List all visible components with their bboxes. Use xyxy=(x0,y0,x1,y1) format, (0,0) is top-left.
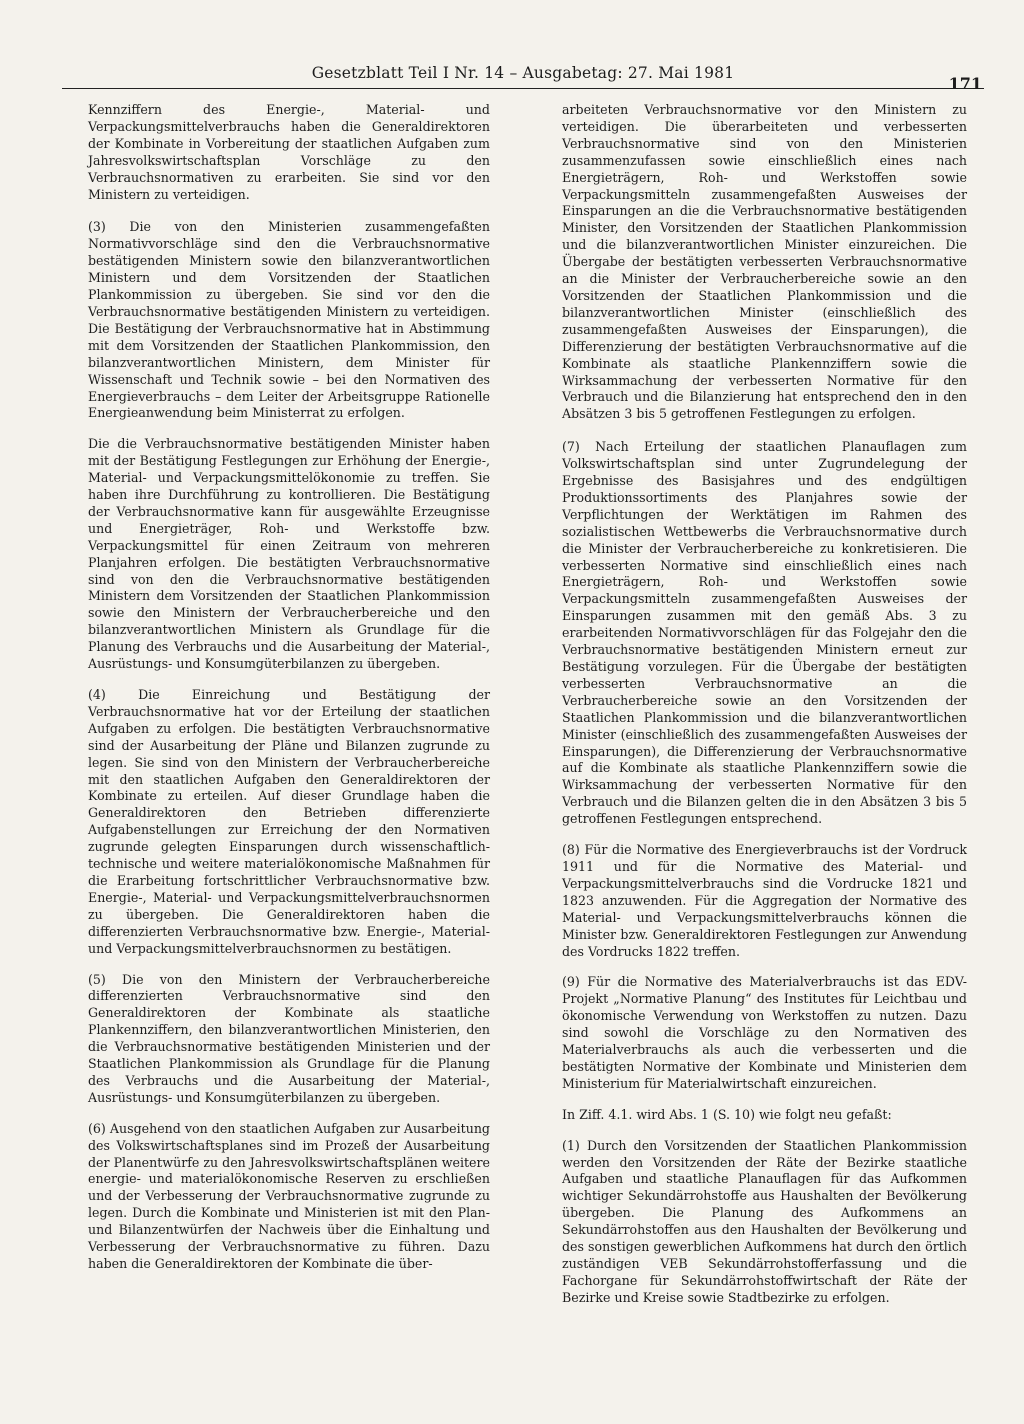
paragraph-7: (7) Nach Erteilung der staatlichen Planauflagen zum Volkswirtschaftsplan sind unter Zugrundelegung der Ergebnisse des Basisjahres und des endgültigen Produktionssortiments des Planjahres sowie der Verpflichtungen der Werktätigen im Rahmen des sozialistischen Wettbewerbs die Verbrauchsnormative durch die Minister der Verbraucherbereiche zu konkretisieren. Die verbesserten Normative sind einschließlich eines nach Energieträgern, Roh- und Werkstoffen sowie Verpackungsmitteln zusammengefaßten Ausweises der Einsparungen zusammen mit den gemäß Abs. 3 zu erarbeitenden Normativvorschlägen für das Folgejahr den die Verbrauchsnormative bestätigenden Ministern erneut zur Bestätigung vorzulegen. Für die Übergabe der bestätigten verbesserten Verbrauchsnormative an die Verbraucherbereiche sowie an den Vorsitzenden der Staatlichen Plankommission und die bilanzverantwortlichen Minister (einschließlich des zusammengefaßten Ausweises der Einsparungen), die Differenzierung der Verbrauchsnormative auf die Kombinate als staatliche Plankennziffern sowie die Wirksammachung der verbesserten Normative für den Verbrauch und die Bilanzen gelten die in den Absätzen 3 bis 5 getroffenen Festlegungen entsprechend. xyxy=(562,439,967,827)
right-column xyxy=(562,102,967,1321)
paragraph-3: (3) Die von den Ministerien zusammengefaßten Normativvorschläge sind den die Verbrauchsnormative bestätigenden Ministern sowie den bilanzverantwortlichen Ministern und dem Vorsitzenden der Staatlichen Plankommission zu übergeben. Sie sind vor den die Verbrauchsnormative bestätigenden Ministern zu verteidigen. Die Bestätigung der Verbrauchsnormative hat in Abstimmung mit dem Vorsitzenden der Staatlichen Plankommission, den bilanzverantwortlichen Ministern, dem Minister für Wissenschaft und Technik sowie – bei den Normativen des Energieverbrauchs – dem Leiter der Arbeitsgruppe Rationelle Energieanwendung beim Ministerrat zu erfolgen. xyxy=(88,219,490,421)
left-column xyxy=(88,102,490,1287)
paragraph-continuation: Kennziffern des Energie-, Material- und Verpackungsmittelverbrauchs haben die Generaldirektoren der Kombinate in Vorbereitung der staatlichen Aufgaben zum Jahresvolkswirtschaftsplan Vorschläge zu den Verbrauchsnormativen zu erarbeiten. Sie sind vor den Ministern zu verteidigen. xyxy=(88,102,490,202)
paragraph-4: (4) Die Einreichung und Bestätigung der Verbrauchsnormative hat vor der Erteilung der staatlichen Aufgaben zu erfolgen. Die bestätigten Verbrauchsnormative sind der Ausarbeitung der Pläne und Bilanzen zugrunde zu legen. Sie sind von den Ministern der Verbraucherbereiche mit den staatlichen Aufgaben den Generaldirektoren der Kombinate zu erteilen. Auf dieser Grundlage haben die Generaldirektoren den Betrieben differenzierte Aufgabenstellungen zur Erreichung der den Normativen zugrunde gelegten Einsparungen durch wissenschaftlich-technische und weitere materialökonomische Maßnahmen für die Erarbeitung fortschrittlicher Verbrauchsnormative bzw. Energie-, Material- und Verpackungsmittelverbrauchsnormen zu übergeben. Die Generaldirektoren haben die differenzierten Verbrauchsnormative bzw. Energie-, Material- und Verpackungsmittelverbrauchsnormen zu bestätigen. xyxy=(88,687,490,956)
paragraph-5: (5) Die von den Ministern der Verbraucherbereiche differenzierten Verbrauchsnormative sind den Generaldirektoren der Kombinate als staatliche Plankennziffern, den bilanzverantwortlichen Ministerien, den die Verbrauchsnormative bestätigenden Ministerien und der Staatlichen Plankommission als Grundlage für die Planung des Verbrauchs und die Ausarbeitung der Material-, Ausrüstungs- und Konsumgüterbilanzen zu übergeben. xyxy=(88,971,490,1105)
paragraph-8: (8) Für die Normative des Energieverbrauchs ist der Vordruck 1911 und für die Normative des Material- und Verpackungsmittelverbrauchs sind die Vordrucke 1821 und 1823 anzuwenden. Für die Aggregation der Normative des Material- und Verpackungsmittelverbrauchs können die Minister bzw. Generaldirektoren Festlegungen zur Anwendung des Vordrucks 1822 treffen. xyxy=(562,842,967,959)
paragraph-6: (6) Ausgehend von den staatlichen Aufgaben zur Ausarbeitung des Volkswirtschaftsplanes sind im Prozeß der Ausarbeitung der Planentwürfe zu den Jahresvolkswirtschaftsplänen weitere energie- und materialökonomische Reserven zu erschließen und der Verbesserung der Verbrauchsnormative zugrunde zu legen. Durch die Kombinate und Ministerien ist mit den Plan- und Bilanzentwürfen der Nachweis über die Einhaltung und Verbesserung der Verbrauchsnormative zu führen. Dazu haben die Generaldirektoren der Kombinate die über- xyxy=(88,1120,490,1271)
page-header xyxy=(62,62,984,93)
amendment-intro: In Ziff. 4.1. wird Abs. 1 (S. 10) wie folgt neu gefaßt: xyxy=(562,1106,892,1122)
amendment-paragraph-1: (1) Durch den Vorsitzenden der Staatlichen Plankommission werden den Vorsitzenden der Räte der Bezirke staatliche Aufgaben und staatliche Planauflagen für das Aufkommen wichtiger Sekundärrohstoffe aus Haushalten der Bevölkerung übergeben. Die Planung des Aufkommens an Sekundärrohstoffen aus den Haushalten der Bevölkerung und des sonstigen gewerblichen Aufkommens hat durch den örtlich zuständigen VEB Sekundärrohstofferfassung und die Fachorgane für Sekundärrohstoffwirtschaft der Räte der Bezirke und Kreise sowie Stadtbezirke zu erfolgen. xyxy=(562,1137,967,1305)
paragraph-6-continued: arbeiteten Verbrauchsnormative vor den Ministern zu verteidigen. Die überarbeiteten und verbesserten Verbrauchsnormative sind von den Ministerien zusammenzufassen sowie einschließlich eines nach Energieträgern, Roh- und Werkstoffen sowie Verpackungsmitteln zusammengefaßten Ausweises der Einsparungen an die die Verbrauchsnormative bestätigenden Minister, den Vorsitzenden der Staatlichen Plankommission und die bilanzverantwortlichen Minister einzureichen. Die Übergabe der bestätigten verbesserten Verbrauchsnormative an die Minister der Verbraucherbereiche sowie an den Vorsitzenden der Staatlichen Plankommission und die bilanzverantwortlichen Minister (einschließlich des zusammengefaßten Ausweises der Einsparungen), die Differenzierung der bestätigten Verbrauchsnormative auf die Kombinate als staatliche Plankennziffern sowie die Wirksammachung der verbesserten Normative für den Verbrauch und die Bilanzierung hat entsprechend den in den Absätzen 3 bis 5 getroffenen Festlegungen zu erfolgen. xyxy=(562,102,967,422)
paragraph-9: (9) Für die Normative des Materialverbrauchs ist das EDV-Projekt „Normative Planung“ des Institutes für Leichtbau und ökonomische Verwendung von Werkstoffen zu nutzen. Dazu sind sowohl die Vorschläge zu den Normativen des Materialverbrauchs als auch die verbesserten und die bestätigten Normative der Kombinate und Ministerien dem Ministerium für Materialwirtschaft einzureichen. xyxy=(562,974,967,1091)
page-number: 171 xyxy=(948,74,982,93)
header-title: Gesetzblatt Teil I Nr. 14 – Ausgabetag: 27. Mai 1981 xyxy=(311,64,735,82)
paragraph-3-continued: Die die Verbrauchsnormative bestätigenden Minister haben mit der Bestätigung Festlegungen zur Erhöhung der Energie-, Material- und Verpackungsmittelökonomie zu treffen. Sie haben ihre Durchführung zu kontrollieren. Die Bestätigung der Verbrauchsnormative kann für ausgewählte Erzeugnisse und Energieträger, Roh- und Werkstoffe bzw. Verpackungsmittel für einen Zeitraum von mehreren Planjahren erfolgen. Die bestätigten Verbrauchsnormative sind von den die Verbrauchsnormative bestätigenden Ministern dem Vorsitzenden der Staatlichen Plankommission sowie den Ministern der Verbraucherbereiche und den bilanzverantwortlichen Ministern als Grundlage für die Planung des Verbrauchs und die Ausarbeitung der Material-, Ausrüstungs- und Konsumgüterbilanzen zu übergeben. xyxy=(88,436,490,672)
